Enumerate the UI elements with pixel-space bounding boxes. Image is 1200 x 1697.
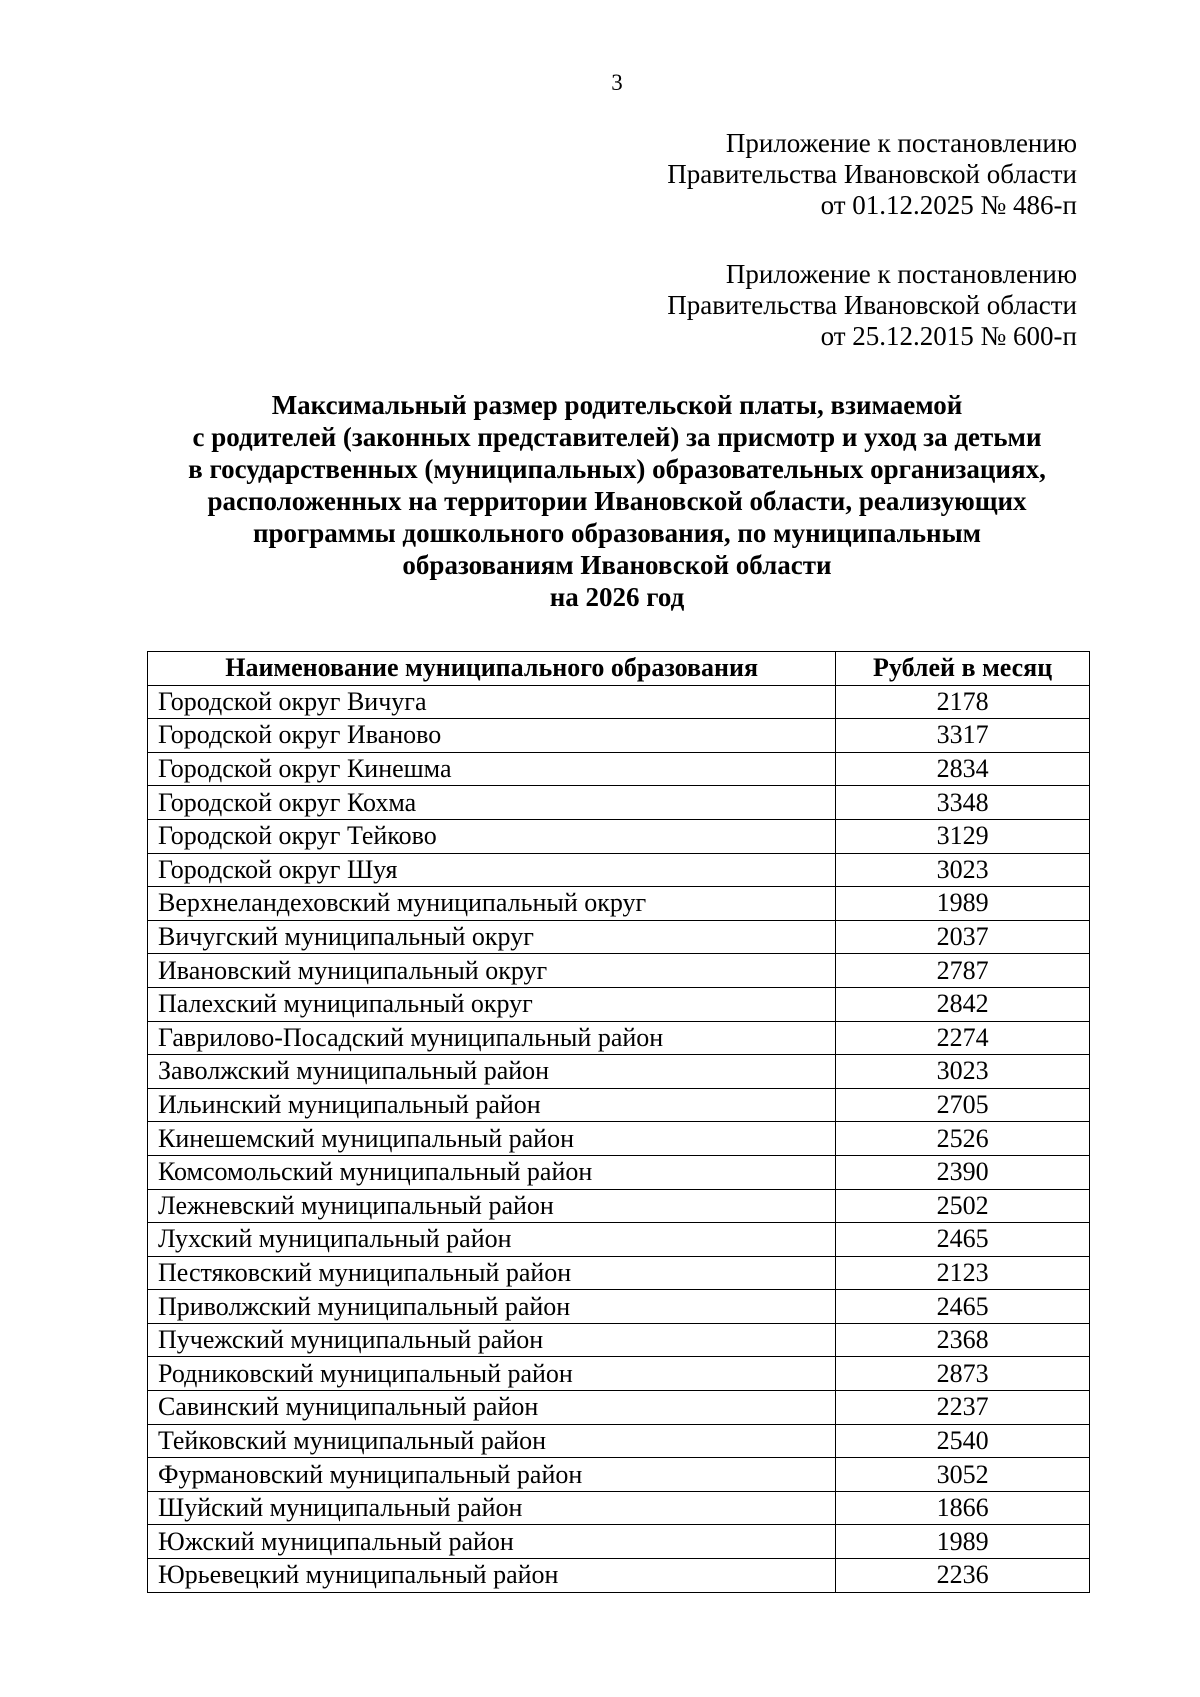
table-row — [148, 1256, 1090, 1290]
fee-table — [147, 651, 1090, 1593]
table-row — [148, 1391, 1090, 1425]
municipality-name-cell: Родниковский муниципальный район — [148, 1357, 836, 1391]
municipality-name-cell: Верхнеландеховский муниципальный округ — [148, 887, 836, 921]
table-row — [148, 1323, 1090, 1357]
table-row — [148, 1223, 1090, 1257]
appendix-line: Правительства Ивановской области — [667, 159, 1077, 189]
table-row — [148, 887, 1090, 921]
monthly-fee-cell: 2787 — [836, 954, 1090, 988]
document-title — [100, 389, 1134, 613]
table-row — [148, 954, 1090, 988]
municipality-name-cell: Городской округ Вичуга — [148, 685, 836, 719]
monthly-fee-cell: 3348 — [836, 786, 1090, 820]
table-row — [148, 1088, 1090, 1122]
table-row — [148, 1021, 1090, 1055]
municipality-name-cell: Городской округ Тейково — [148, 819, 836, 853]
table-row — [148, 1525, 1090, 1559]
monthly-fee-cell: 2237 — [836, 1391, 1090, 1425]
municipality-name-cell: Юрьевецкий муниципальный район — [148, 1559, 836, 1593]
municipality-name-cell: Тейковский муниципальный район — [148, 1424, 836, 1458]
title-line: программы дошкольного образования, по муниципальным — [252, 518, 982, 548]
appendix-line: от 25.12.2015 № 600-п — [820, 321, 1077, 351]
municipality-name-cell: Городской округ Кохма — [148, 786, 836, 820]
title-line: на 2026 год — [549, 582, 685, 612]
appendix-line: Приложение к постановлению — [725, 259, 1077, 289]
title-line: расположенных на территории Ивановской области, реализующих — [207, 486, 1027, 516]
table-row — [148, 1491, 1090, 1525]
municipality-name-cell: Вичугский муниципальный округ — [148, 920, 836, 954]
monthly-fee-cell: 2465 — [836, 1290, 1090, 1324]
municipality-name-cell: Пестяковский муниципальный район — [148, 1256, 836, 1290]
monthly-fee-cell: 2123 — [836, 1256, 1090, 1290]
title-line: Максимальный размер родительской платы, взимаемой — [271, 390, 963, 420]
monthly-fee-cell: 1866 — [836, 1491, 1090, 1525]
monthly-fee-cell: 2526 — [836, 1122, 1090, 1156]
municipality-name-cell: Кинешемский муниципальный район — [148, 1122, 836, 1156]
monthly-fee-cell: 3129 — [836, 819, 1090, 853]
monthly-fee-cell: 3023 — [836, 1055, 1090, 1089]
municipality-name-cell: Городской округ Шуя — [148, 853, 836, 887]
municipality-name-cell: Городской округ Кинешма — [148, 752, 836, 786]
table-row — [148, 1122, 1090, 1156]
monthly-fee-cell: 2274 — [836, 1021, 1090, 1055]
municipality-name-cell: Савинский муниципальный район — [148, 1391, 836, 1425]
table-row — [148, 1155, 1090, 1189]
appendix-line: Правительства Ивановской области — [667, 290, 1077, 320]
monthly-fee-cell: 3317 — [836, 719, 1090, 753]
municipality-name-cell: Пучежский муниципальный район — [148, 1323, 836, 1357]
column-header-municipality: Наименование муниципального образования — [148, 652, 836, 686]
monthly-fee-cell: 2705 — [836, 1088, 1090, 1122]
municipality-name-cell: Заволжский муниципальный район — [148, 1055, 836, 1089]
monthly-fee-cell: 2178 — [836, 685, 1090, 719]
monthly-fee-cell: 2368 — [836, 1323, 1090, 1357]
table-row — [148, 1189, 1090, 1223]
column-header-rubles-per-month: Рублей в месяц — [836, 652, 1090, 686]
monthly-fee-cell: 2236 — [836, 1559, 1090, 1593]
municipality-name-cell: Лухский муниципальный район — [148, 1223, 836, 1257]
monthly-fee-cell: 2842 — [836, 987, 1090, 1021]
table-row — [148, 1290, 1090, 1324]
municipality-name-cell: Приволжский муниципальный район — [148, 1290, 836, 1324]
monthly-fee-cell: 2540 — [836, 1424, 1090, 1458]
monthly-fee-cell: 2390 — [836, 1155, 1090, 1189]
municipality-name-cell: Ивановский муниципальный округ — [148, 954, 836, 988]
table-row — [148, 719, 1090, 753]
municipality-name-cell: Гаврилово-Посадский муниципальный район — [148, 1021, 836, 1055]
table-row — [148, 1559, 1090, 1593]
table-row — [148, 1055, 1090, 1089]
table-row — [148, 752, 1090, 786]
monthly-fee-cell: 2037 — [836, 920, 1090, 954]
monthly-fee-cell: 2873 — [836, 1357, 1090, 1391]
municipality-name-cell: Южский муниципальный район — [148, 1525, 836, 1559]
appendix-line: Приложение к постановлению — [725, 128, 1077, 158]
monthly-fee-cell: 1989 — [836, 887, 1090, 921]
table-row — [148, 853, 1090, 887]
page-number: 3 — [611, 70, 623, 95]
title-line: образованиям Ивановской области — [402, 550, 832, 580]
municipality-name-cell: Фурмановский муниципальный район — [148, 1458, 836, 1492]
municipality-name-cell: Городской округ Иваново — [148, 719, 836, 753]
table-row — [148, 1357, 1090, 1391]
table-row — [148, 1458, 1090, 1492]
municipality-name-cell: Палехский муниципальный округ — [148, 987, 836, 1021]
municipality-name-cell: Шуйский муниципальный район — [148, 1491, 836, 1525]
monthly-fee-cell: 1989 — [836, 1525, 1090, 1559]
table-row — [148, 1424, 1090, 1458]
municipality-name-cell: Ильинский муниципальный район — [148, 1088, 836, 1122]
title-line: в государственных (муниципальных) образовательных организациях, — [188, 454, 1046, 484]
monthly-fee-cell: 2465 — [836, 1223, 1090, 1257]
monthly-fee-cell: 3023 — [836, 853, 1090, 887]
title-line: с родителей (законных представителей) за присмотр и уход за детьми — [192, 422, 1042, 452]
table-row — [148, 819, 1090, 853]
appendix-block-original — [667, 259, 1077, 352]
monthly-fee-cell: 2502 — [836, 1189, 1090, 1223]
monthly-fee-cell: 2834 — [836, 752, 1090, 786]
table-body — [148, 685, 1090, 1592]
municipality-name-cell: Лежневский муниципальный район — [148, 1189, 836, 1223]
monthly-fee-cell: 3052 — [836, 1458, 1090, 1492]
table-row — [148, 786, 1090, 820]
table-row — [148, 685, 1090, 719]
table-row — [148, 987, 1090, 1021]
table-row — [148, 920, 1090, 954]
appendix-line: от 01.12.2025 № 486-п — [820, 190, 1077, 220]
table-header-row — [148, 652, 1090, 686]
appendix-block-current — [667, 128, 1077, 221]
municipality-name-cell: Комсомольский муниципальный район — [148, 1155, 836, 1189]
